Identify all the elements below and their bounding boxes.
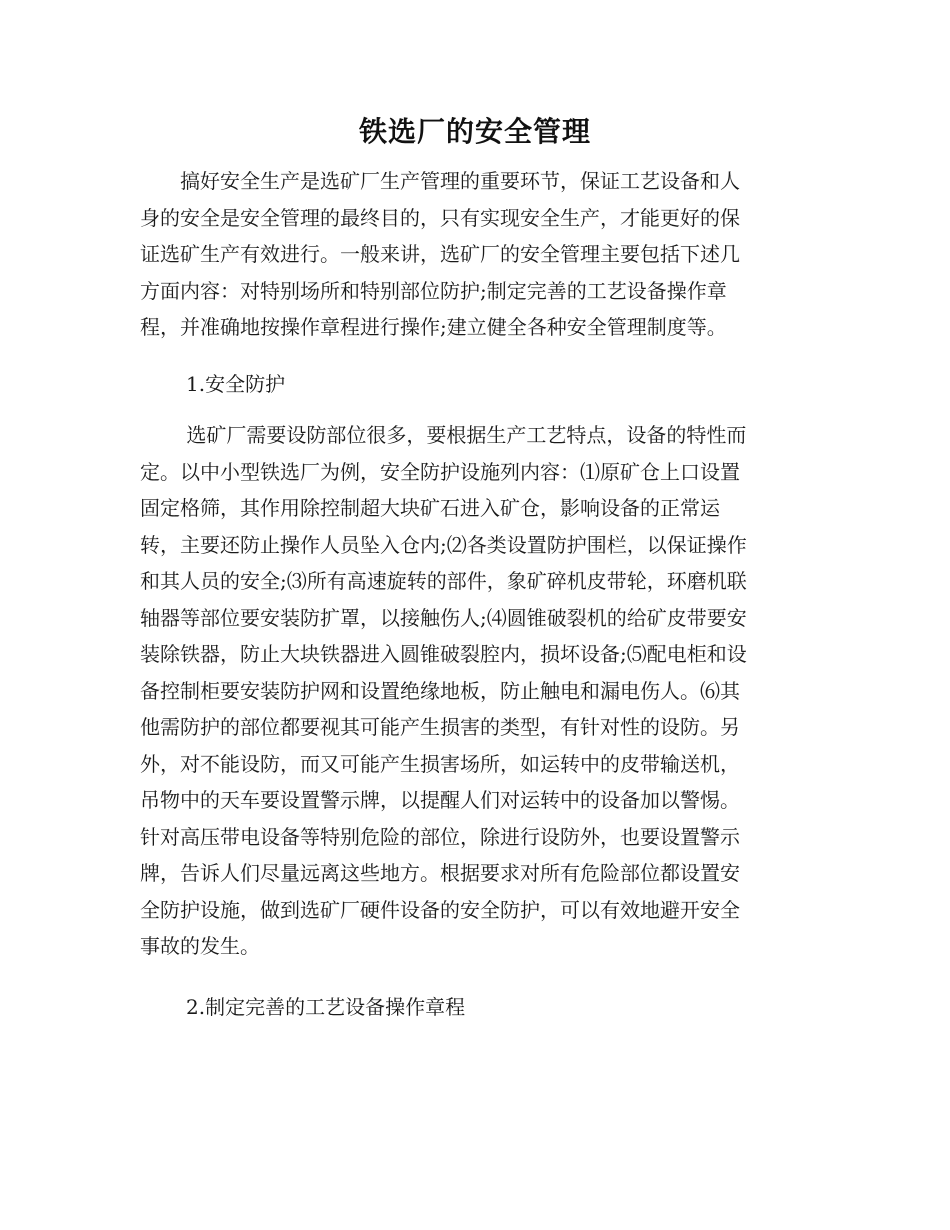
paragraph-line: 轴器等部位要安装防扩罩，以接触伤人;⑷圆锥破裂机的给矿皮带要安 [140, 605, 747, 630]
section-heading-safety-protection: 1.安全防护 [186, 372, 286, 396]
paragraph-line: 吊物中的天车要设置警示牌，以提醒人们对运转中的设备加以警惕。 [140, 788, 740, 812]
paragraph-line: 外，对不能设防，而又可能产生损害场所，如运转中的皮带输送机， [140, 751, 740, 776]
paragraph-line: 牌，告诉人们尽量远离这些地方。根据要求对所有危险部位都设置安 [140, 861, 740, 885]
paragraph-line: 事故的发生。 [140, 934, 260, 958]
section1-paragraph [140, 417, 808, 965]
section-heading-operating-procedures: 2.制定完善的工艺设备操作章程 [186, 995, 466, 1019]
document-title: 铁选厂的安全管理 [358, 115, 591, 148]
intro-paragraph [140, 163, 808, 346]
paragraph-line: 转，主要还防止操作人员坠入仓内;⑵各类设置防护围栏，以保证操作 [140, 532, 747, 557]
paragraph-line: 备控制柜要安装防护网和设置绝缘地板，防止触电和漏电伤人。⑹其 [140, 678, 740, 703]
paragraph-line: 选矿厂需要设防部位很多，要根据生产工艺特点，设备的特性而 [140, 423, 747, 447]
paragraph-line: 身的安全是安全管理的最终目的，只有实现安全生产，才能更好的保 [140, 205, 740, 230]
paragraph-line: 全防护设施，做到选矿厂硬件设备的安全防护，可以有效地避开安全 [140, 897, 740, 922]
paragraph-line: 证选矿生产有效进行。一般来讲，选矿厂的安全管理主要包括下述几 [140, 242, 740, 266]
paragraph-line: 定。以中小型铁选厂为例，安全防护设施列内容：⑴原矿仓上口设置 [140, 459, 740, 484]
paragraph-line: 针对高压带电设备等特别危险的部位，除进行设防外，也要设置警示 [140, 824, 740, 849]
paragraph-line: 固定格筛，其作用除控制超大块矿石进入矿仓，影响设备的正常运 [140, 496, 720, 520]
paragraph-line: 装除铁器，防止大块铁器进入圆锥破裂腔内，损坏设备;⑸配电柜和设 [140, 642, 747, 666]
paragraph-line: 程，并准确地按操作章程进行操作;建立健全各种安全管理制度等。 [140, 315, 727, 339]
paragraph-line: 他需防护的部位都要视其可能产生损害的类型，有针对性的设防。另 [140, 715, 740, 739]
paragraph-line: 搞好安全生产是选矿厂生产管理的重要环节，保证工艺设备和人 [140, 169, 740, 193]
paragraph-line: 和其人员的安全;⑶所有高速旋转的部件，象矿碎机皮带轮，环磨机联 [140, 569, 747, 593]
paragraph-line: 方面内容：对特别场所和特别部位防护;制定完善的工艺设备操作章 [140, 278, 727, 303]
